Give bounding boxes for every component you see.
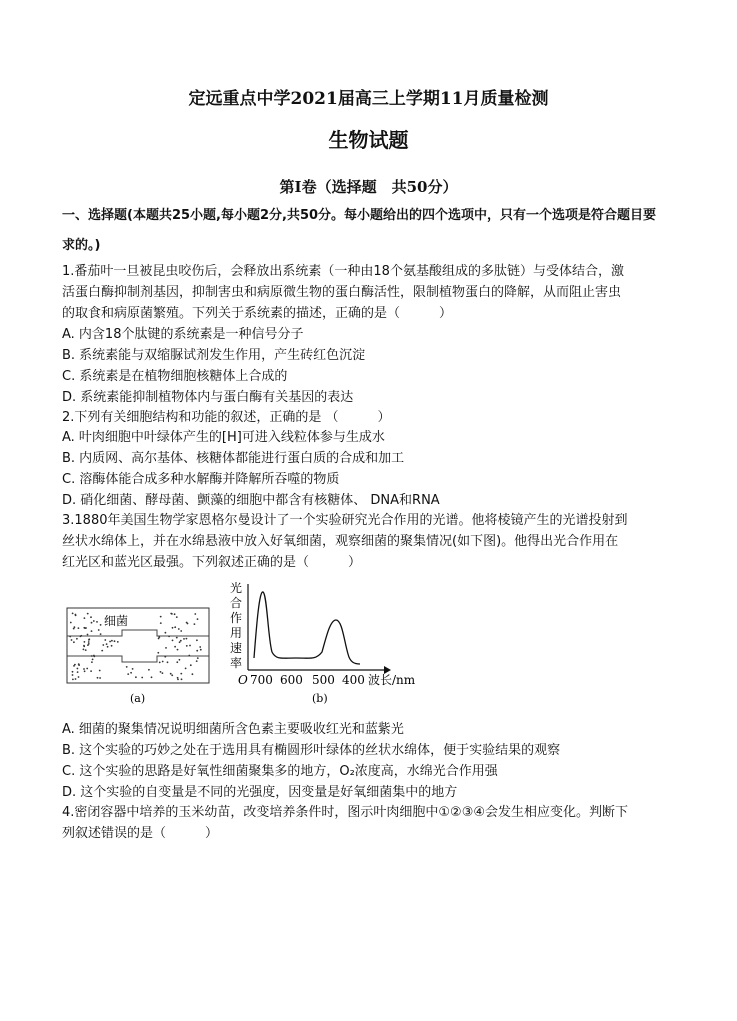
bacterium-dot <box>104 639 106 641</box>
bacterium-dot <box>73 665 75 667</box>
bacterium-dot <box>111 645 113 647</box>
x-tick-700: 700 <box>250 673 273 687</box>
bacterium-dot <box>76 638 78 640</box>
bacterium-dot <box>90 616 92 618</box>
bacterium-dot <box>111 640 113 642</box>
bacterium-dot <box>200 649 202 651</box>
bacterium-dot <box>141 677 143 679</box>
x-tick-500: 500 <box>312 673 335 687</box>
question-stem-line: 列叙述错误的是（ ） <box>62 826 219 841</box>
question-stem-line: 红光区和蓝光区最强。下列叙述正确的是（ ） <box>62 555 362 570</box>
x-tick-600: 600 <box>280 673 303 687</box>
bacterium-dot <box>90 670 92 672</box>
bacterium-dot <box>83 645 85 647</box>
bacterium-dot <box>78 627 80 629</box>
bacterium-dot <box>70 622 72 624</box>
y-axis-label-3: 作 <box>230 611 243 625</box>
bacterium-dot <box>189 645 191 647</box>
bacterium-dot <box>87 634 89 636</box>
option-d: D. 硝化细菌、酵母菌、颤藻的细胞中都含有核糖体、 DNA和RNA <box>62 493 440 508</box>
bacterium-dot <box>87 613 89 615</box>
y-axis-label-6: 率 <box>230 656 243 670</box>
bacterium-dot <box>85 649 87 651</box>
subject-title: 生物试题 <box>328 128 409 152</box>
figure-b-caption: (b) <box>312 692 328 705</box>
bacterium-dot <box>177 649 179 651</box>
question-stem-line: 1.番茄叶一旦被昆虫咬伤后，会释放出系统素（一种由18个氨基酸组成的多肽链）与受体结合，激 <box>62 264 624 279</box>
option-b: B. 内质网、高尔基体、核糖体都能进行蛋白质的合成和加工 <box>62 451 405 466</box>
option-b: B. 系统素能与双缩脲试剂发生作用，产生砖红色沉淀 <box>62 348 366 363</box>
bacterium-dot <box>174 626 176 628</box>
bacterium-dot <box>83 649 85 651</box>
figure-b <box>226 578 426 708</box>
bacterium-dot <box>135 676 137 678</box>
bacterium-dot <box>172 627 174 629</box>
bacteria-label: 细菌 <box>104 614 129 628</box>
bacterium-dot <box>199 646 201 648</box>
bacterium-dot <box>88 641 90 643</box>
bacterium-dot <box>160 616 162 618</box>
bacterium-dot <box>78 676 80 678</box>
bacterium-dot <box>179 641 181 643</box>
bacterium-dot <box>170 673 172 675</box>
bacterium-dot <box>132 668 134 670</box>
figure-a <box>62 600 222 710</box>
y-axis-label-2: 合 <box>230 596 243 610</box>
bacterium-dot <box>160 671 162 673</box>
bacterium-dot <box>72 671 74 673</box>
bacterium-dot <box>77 668 79 670</box>
bacterium-dot <box>83 668 85 670</box>
bacterium-dot <box>91 661 93 663</box>
bacterium-dot <box>165 632 167 634</box>
bacterium-dot <box>91 655 93 657</box>
question-stem-line: 丝状水绵体上，并在水绵悬液中放入好氧细菌，观察细菌的聚集情况(如下图)。他得出光合作用在 <box>62 534 619 549</box>
bacterium-dot <box>197 618 199 620</box>
bacterium-dot <box>194 613 196 615</box>
option-d: D. 这个实验的自变量是不同的光强度，因变量是好氧细菌集中的地方 <box>62 785 458 800</box>
origin-label: O <box>238 673 248 687</box>
question-stem-line: 3.1880年美国生物学家恩格尔曼设计了一个实验研究光合作用的光谱。他将棱镜产生的光谱投射到 <box>62 513 628 528</box>
bacterium-dot <box>91 630 93 632</box>
bacterium-dot <box>72 613 74 615</box>
y-axis-label-4: 用 <box>230 626 243 640</box>
option-c: C. 这个实验的思路是好氧性细菌聚集多的地方，O₂浓度高，水绵光合作用强 <box>62 764 498 779</box>
option-b: B. 这个实验的巧妙之处在于选用具有椭圆形叶绿体的丝状水绵体，便于实验结果的观察 <box>62 743 561 758</box>
bacterium-dot <box>71 639 73 641</box>
x-tick-400: 400 <box>342 673 365 687</box>
bacterium-dot <box>99 677 101 679</box>
bacterium-dot <box>180 673 182 675</box>
question-stem-line: 2.下列有关细胞结构和功能的叙述，正确的是 （ ） <box>62 410 391 425</box>
bacterium-dot <box>91 622 93 624</box>
bacterium-dot <box>194 623 196 625</box>
bacterium-dot <box>174 613 176 615</box>
bacterium-dot <box>101 650 103 652</box>
bacterium-dot <box>77 671 79 673</box>
bacterium-dot <box>99 670 101 672</box>
bacterium-dot <box>151 676 153 678</box>
bacterium-dot <box>80 635 82 637</box>
instructions-line: 一、选择题(本题共25小题,每小题2分,共50分。每小题给出的四个选项中，只有一个选项是符合题目要 <box>62 208 657 223</box>
bacterium-dot <box>196 639 198 641</box>
bacterium-dot <box>197 657 199 659</box>
bacterium-dot <box>78 663 80 665</box>
bacterium-dot <box>179 659 181 661</box>
bacterium-dot <box>126 666 128 668</box>
y-axis-label-1: 光 <box>230 581 243 595</box>
bacterium-dot <box>178 628 180 630</box>
question-stem-line: 4.密闭容器中培养的玉米幼苗，改变培养条件时，图示叶肉细胞中①②③④会发生相应变化。判断下 <box>62 805 629 820</box>
bacterium-dot <box>69 636 71 638</box>
bacterium-dot <box>165 647 167 649</box>
bacterium-dot <box>114 640 116 642</box>
bacterium-dot <box>162 661 164 663</box>
bacterium-dot <box>174 646 176 648</box>
bacterium-dot <box>158 638 160 640</box>
bacterium-dot <box>171 613 173 615</box>
bacterium-dot <box>109 641 111 643</box>
bacterium-dot <box>106 643 108 645</box>
bacterium-dot <box>187 623 189 625</box>
bacterium-dot <box>168 636 170 638</box>
bacterium-dot <box>86 668 88 670</box>
question-stem-line: 的取食和病原菌繁殖。下列关于系统素的描述，正确的是（ ） <box>62 306 453 321</box>
bacterium-dot <box>160 622 162 624</box>
bacterium-dot <box>96 621 98 623</box>
option-c: C. 溶酶体能合成多种水解酶并降解所吞噬的物质 <box>62 472 340 487</box>
bacterium-dot <box>88 643 90 645</box>
bacterium-dot <box>107 646 109 648</box>
spectrum-curve <box>254 592 360 664</box>
option-a: A. 叶肉细胞中叶绿体产生的[H]可进入线粒体参与生成水 <box>62 430 385 445</box>
bacterium-dot <box>97 677 99 679</box>
option-c: C. 系统素是在植物细胞核糖体上合成的 <box>62 369 288 384</box>
bacterium-dot <box>100 624 102 626</box>
bacterium-dot <box>186 638 188 640</box>
bacterium-dot <box>167 661 169 663</box>
bacterium-dot <box>127 673 129 675</box>
section-title: 第Ⅰ卷（选择题 共50分） <box>279 178 458 196</box>
bacterium-dot <box>190 664 192 666</box>
bacterium-dot <box>92 659 94 661</box>
exam-title: 定远重点中学2021届高三上学期11月质量检测 <box>188 89 549 109</box>
bacterium-dot <box>130 672 132 674</box>
bacterium-dot <box>93 620 95 622</box>
bacterium-dot <box>84 641 86 643</box>
bacterium-dot <box>196 650 198 652</box>
bacterium-dot <box>177 679 179 681</box>
bacterium-dot <box>171 674 173 676</box>
bacterium-dot <box>176 637 178 639</box>
bacterium-dot <box>72 674 74 676</box>
bacterium-dot <box>180 640 182 642</box>
bacterium-dot <box>185 668 187 670</box>
bacterium-dot <box>84 617 86 619</box>
instructions-line: 求的。) <box>62 238 101 253</box>
bacterium-dot <box>177 677 179 679</box>
bacterium-dot <box>164 656 166 658</box>
bacterium-dot <box>176 616 178 618</box>
bacterium-dot <box>102 644 104 646</box>
bacterium-dot <box>117 641 119 643</box>
question-stem-line: 活蛋白酶抑制剂基因，抑制害虫和病原微生物的蛋白酶活性，限制植物蛋白的降解，从而阻止害虫 <box>62 285 622 300</box>
bacterium-dot <box>196 660 198 662</box>
option-d: D. 系统素能抑制植物体内与蛋白酶有关基因的表达 <box>62 390 354 405</box>
bacterium-dot <box>100 633 102 635</box>
bacterium-dot <box>93 655 95 657</box>
bacterium-dot <box>183 638 185 640</box>
bacterium-dot <box>98 629 100 631</box>
option-a: A. 内含18个肽键的系统素是一种信号分子 <box>62 327 304 342</box>
bacterium-dot <box>162 672 164 674</box>
bacterium-dot <box>186 645 188 647</box>
figure-a-caption: (a) <box>130 692 146 705</box>
bacterium-dot <box>180 630 182 632</box>
bacterium-dot <box>72 679 74 681</box>
bacterium-dot <box>148 669 150 671</box>
bacterium-dot <box>172 640 174 642</box>
bacterium-dot <box>181 678 183 680</box>
bacterium-dot <box>159 662 161 664</box>
x-axis-label: 波长/nm <box>368 673 416 687</box>
option-a: A. 细菌的聚集情况说明细菌所含色素主要吸收红光和蓝紫光 <box>62 722 404 737</box>
bacterium-dot <box>88 638 90 640</box>
bacterium-dot <box>157 652 159 654</box>
bacterium-dot <box>176 661 178 663</box>
bacterium-dot <box>75 614 77 616</box>
bacterium-dot <box>73 641 75 643</box>
bacteria-dots <box>69 613 201 681</box>
bacterium-dot <box>84 670 86 672</box>
bacterium-dot <box>188 655 190 657</box>
bacterium-dot <box>74 626 76 628</box>
bacterium-dot <box>84 627 86 629</box>
bacterium-dot <box>75 678 77 680</box>
bacterium-dot <box>192 673 194 675</box>
y-axis-label-5: 速 <box>230 641 243 655</box>
